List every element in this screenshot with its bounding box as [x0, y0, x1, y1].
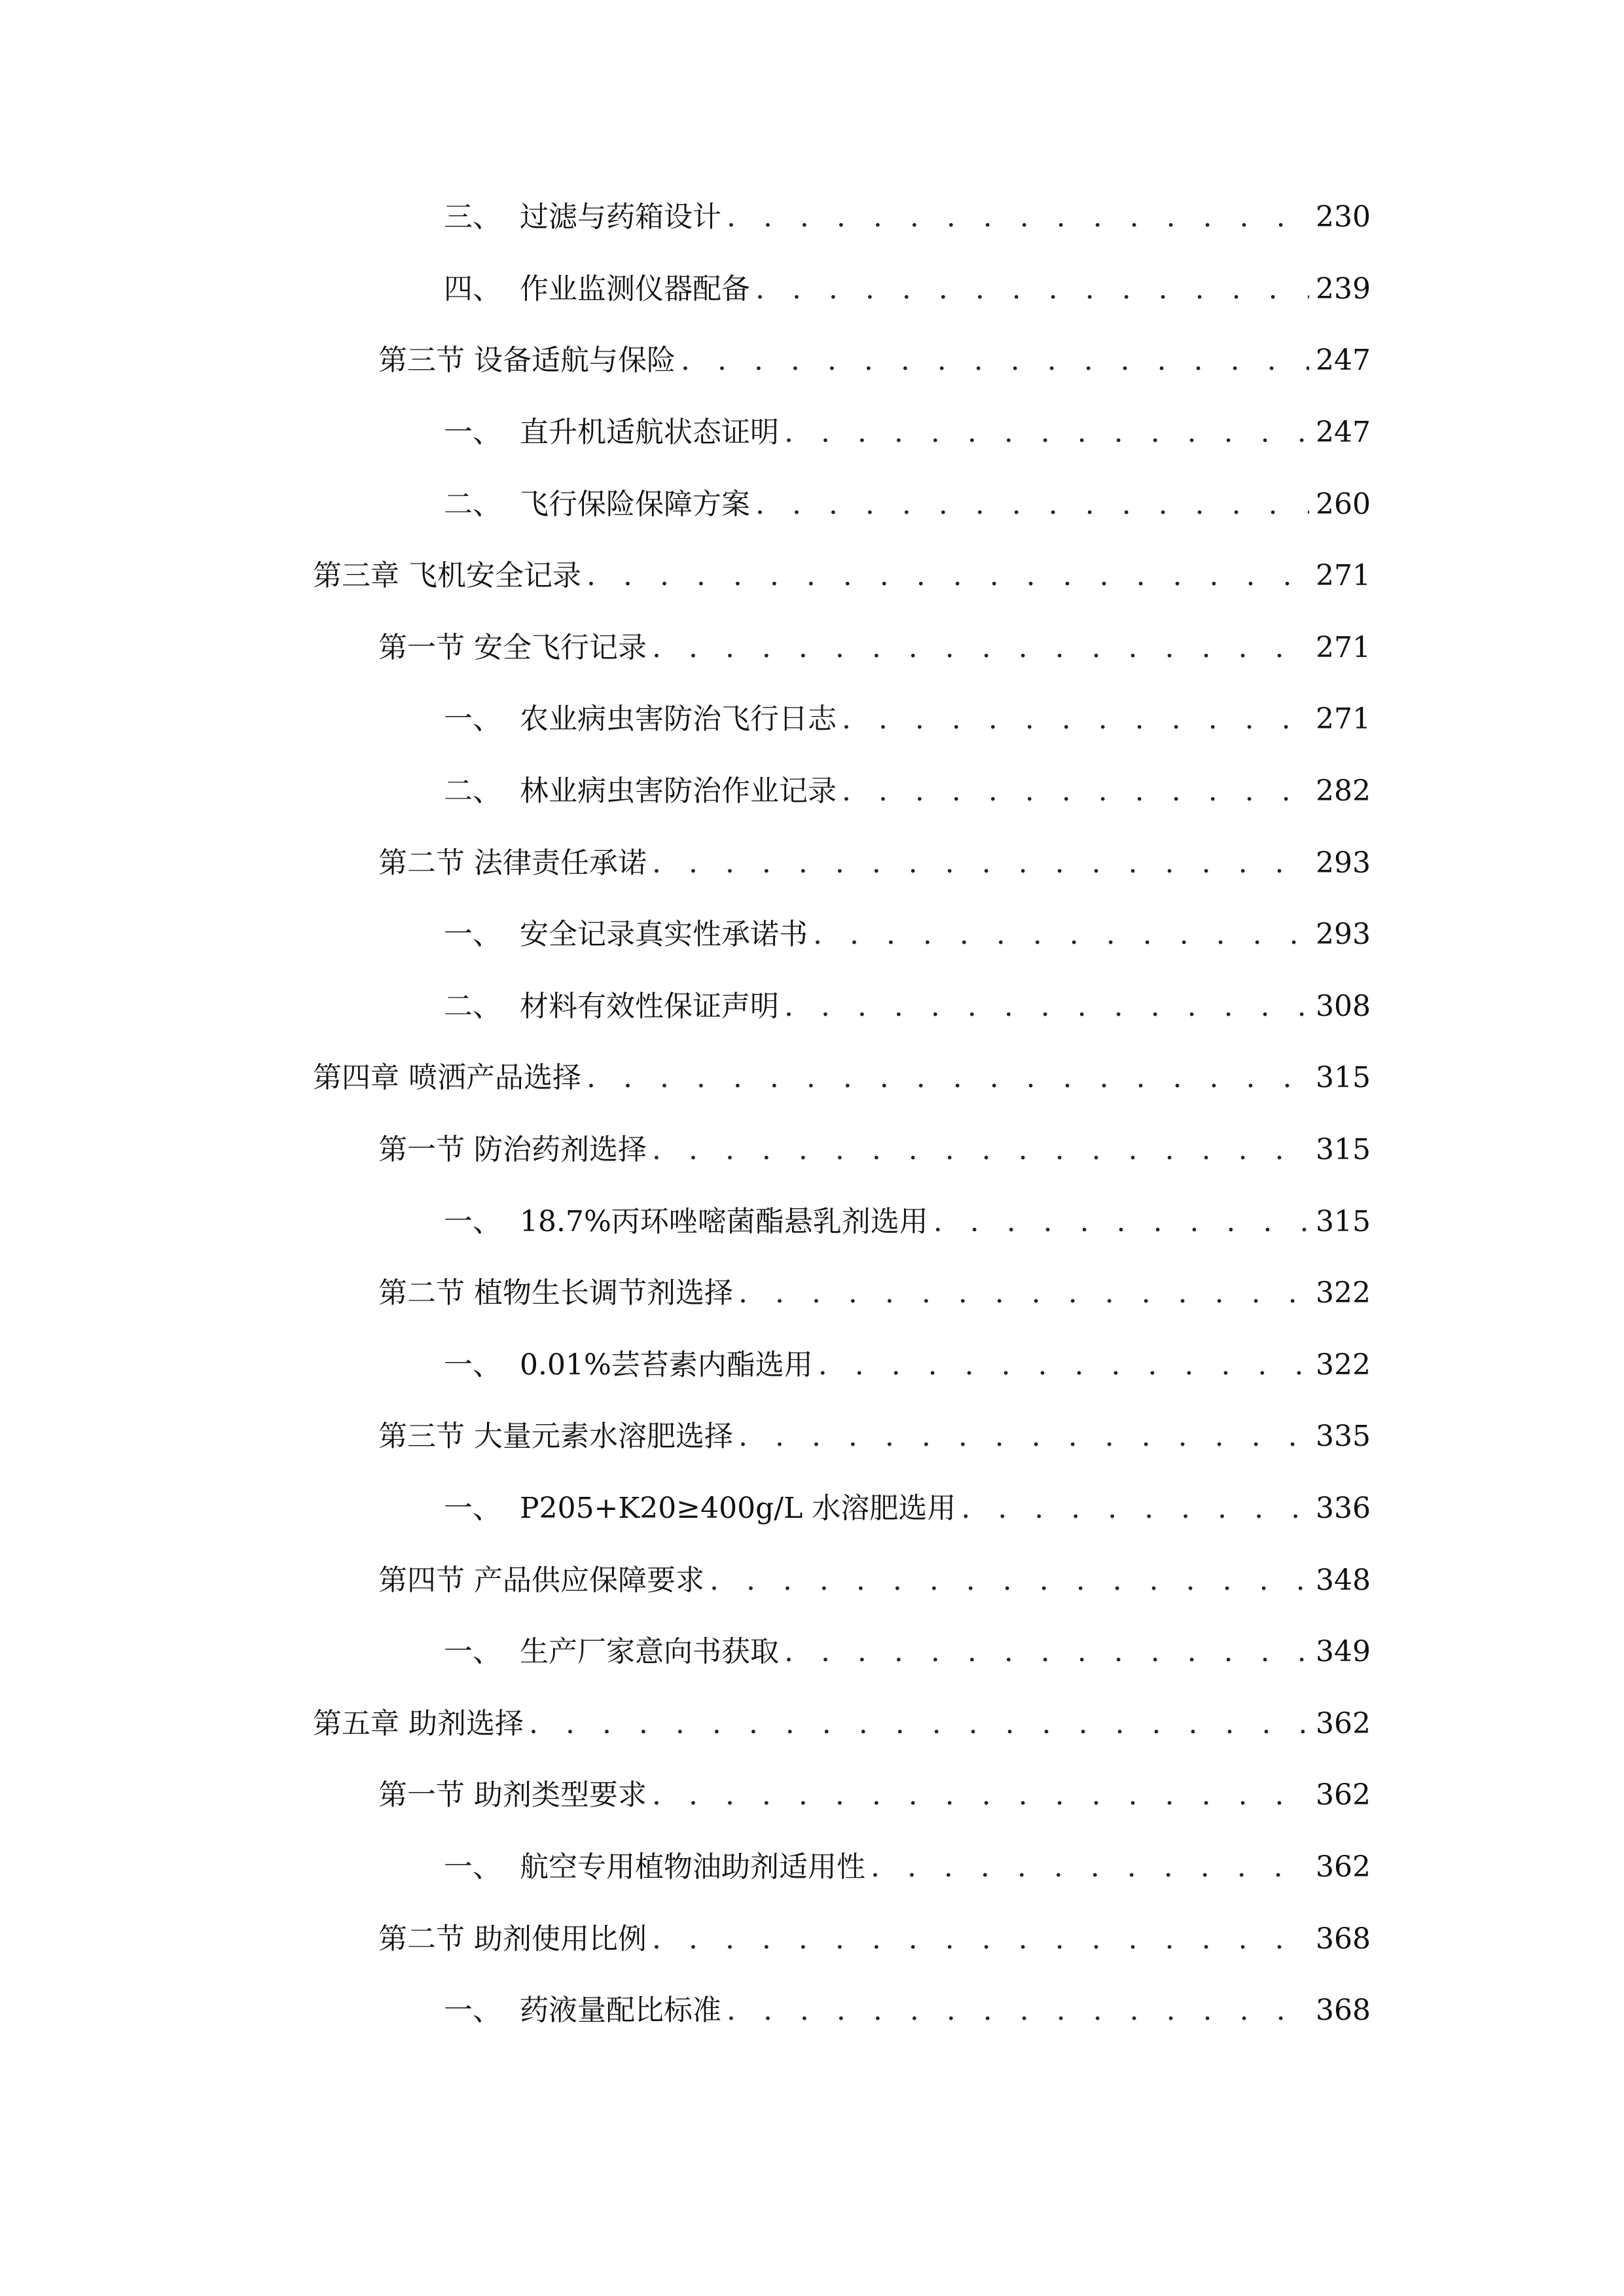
- toc-entry-page: 322: [1316, 1348, 1371, 1382]
- toc-entry[interactable]: [313, 556, 1371, 596]
- toc-entry-label: 第三节 大量元素水溶肥选择: [378, 1420, 733, 1453]
- toc-entry-page: 362: [1316, 1707, 1371, 1740]
- toc-entry[interactable]: [378, 628, 1371, 668]
- toc-entry-page: 322: [1316, 1276, 1371, 1310]
- toc-leader-dots: [681, 341, 1309, 380]
- toc-entry-page: 368: [1316, 1994, 1371, 2027]
- toc-leader-dots: [818, 1346, 1309, 1385]
- toc-entry-page: 282: [1316, 774, 1371, 808]
- toc-entry-label: 第一节 安全飞行记录: [378, 631, 647, 664]
- toc-leader-dots: [738, 1274, 1309, 1313]
- toc-leader-dots: [842, 772, 1309, 811]
- toc-leader-dots: [727, 1991, 1309, 2030]
- toc-entry-page: 293: [1316, 846, 1371, 880]
- toc-entry-label: 一、 药液量配比标准: [444, 1994, 721, 2027]
- toc-entry[interactable]: [378, 1776, 1371, 1815]
- toc-entry[interactable]: [444, 1632, 1371, 1672]
- toc-entry-page: 348: [1316, 1564, 1371, 1597]
- toc-entry-page: 349: [1316, 1635, 1371, 1668]
- toc-entry[interactable]: [444, 413, 1371, 452]
- toc-leader-dots: [755, 270, 1309, 309]
- toc-entry-label: 第一节 助剂类型要求: [378, 1778, 647, 1812]
- toc-entry-label: 第一节 防治药剂选择: [378, 1133, 647, 1166]
- toc-entry[interactable]: [378, 1561, 1371, 1600]
- toc-leader-dots: [710, 1561, 1309, 1600]
- toc-entry-label: 第二节 法律责任承诺: [378, 846, 647, 880]
- toc-entry-label: 一、 18.7%丙环唑嘧菌酯悬乳剂选用: [444, 1205, 928, 1238]
- toc-entry-page: 230: [1316, 200, 1371, 234]
- toc-entry-label: 第三章 飞机安全记录: [313, 559, 581, 592]
- toc-entry-page: 315: [1316, 1061, 1371, 1094]
- toc-entry-page: 362: [1316, 1778, 1371, 1812]
- toc-leader-dots: [784, 987, 1309, 1026]
- toc-entry-label: 一、 航空专用植物油助剂适用性: [444, 1850, 865, 1884]
- toc-entry-label: 第二节 植物生长调节剂选择: [378, 1276, 733, 1310]
- toc-entry-page: 271: [1316, 702, 1371, 736]
- toc-entry-label: 二、 飞行保险保障方案: [444, 488, 750, 521]
- toc-entry-page: 247: [1316, 416, 1371, 449]
- toc-entry[interactable]: [444, 1346, 1371, 1385]
- toc-leader-dots: [933, 1202, 1309, 1242]
- toc-entry[interactable]: [378, 844, 1371, 883]
- toc-entry-page: 368: [1316, 1922, 1371, 1956]
- toc-leader-dots: [961, 1489, 1309, 1528]
- toc-leader-dots: [652, 844, 1309, 883]
- toc-entry[interactable]: [444, 1202, 1371, 1242]
- toc-entry-page: 293: [1316, 918, 1371, 951]
- toc-leader-dots: [586, 556, 1309, 596]
- toc-entry-page: 335: [1316, 1420, 1371, 1453]
- toc-entry[interactable]: [313, 1058, 1371, 1098]
- toc-leader-dots: [652, 1130, 1309, 1170]
- toc-entry[interactable]: [444, 1991, 1371, 2030]
- toc-entry-page: 260: [1316, 488, 1371, 521]
- toc-entry-label: 一、 直升机适航状态证明: [444, 416, 779, 449]
- toc-leader-dots: [586, 1058, 1309, 1098]
- toc-entry-label: 一、 农业病虫害防治飞行日志: [444, 702, 837, 736]
- toc-entry[interactable]: [444, 198, 1371, 237]
- toc-entry[interactable]: [444, 700, 1371, 739]
- toc-leader-dots: [738, 1417, 1309, 1456]
- toc-entry-page: 308: [1316, 990, 1371, 1023]
- toc-entry[interactable]: [378, 1130, 1371, 1170]
- toc-entry-label: 三、 过滤与药箱设计: [444, 200, 721, 234]
- toc-leader-dots: [755, 485, 1309, 524]
- toc-entry-page: 271: [1316, 559, 1371, 592]
- toc-entry-label: 第四章 喷洒产品选择: [313, 1061, 581, 1094]
- toc-entry-label: 二、 林业病虫害防治作业记录: [444, 774, 837, 808]
- toc-entry-label: 一、 生产厂家意向书获取: [444, 1635, 779, 1668]
- toc-entry[interactable]: [378, 341, 1371, 380]
- toc-leader-dots: [529, 1704, 1309, 1744]
- toc-leader-dots: [871, 1848, 1309, 1887]
- toc-leader-dots: [842, 700, 1309, 739]
- toc-entry[interactable]: [444, 772, 1371, 811]
- toc-entry[interactable]: [378, 1417, 1371, 1456]
- toc-leader-dots: [813, 915, 1309, 954]
- toc-entry[interactable]: [444, 1848, 1371, 1887]
- toc-entry-page: 336: [1316, 1492, 1371, 1525]
- toc-entry[interactable]: [313, 1704, 1371, 1744]
- toc-entry[interactable]: [444, 1489, 1371, 1528]
- toc-entry-page: 239: [1316, 272, 1371, 306]
- toc-entry[interactable]: [378, 1920, 1371, 1959]
- toc-entry-page: 315: [1316, 1205, 1371, 1238]
- toc-entry-label: 第三节 设备适航与保险: [378, 344, 676, 377]
- toc-entry[interactable]: [444, 485, 1371, 524]
- toc-leader-dots: [652, 628, 1309, 668]
- toc-entry-label: 一、 安全记录真实性承诺书: [444, 918, 808, 951]
- toc-entry-label: 四、 作业监测仪器配备: [444, 272, 750, 306]
- toc-entry[interactable]: [444, 270, 1371, 309]
- toc-entry-page: 271: [1316, 631, 1371, 664]
- toc-entry-label: 一、 0.01%芸苔素内酯选用: [444, 1348, 813, 1382]
- toc-entry-page: 247: [1316, 344, 1371, 377]
- toc-entry-label: 第二节 助剂使用比例: [378, 1922, 647, 1956]
- toc-entry-page: 315: [1316, 1133, 1371, 1166]
- toc-leader-dots: [727, 198, 1309, 237]
- toc-entry-label: 一、 P205+K20≥400g/L 水溶肥选用: [444, 1492, 956, 1525]
- toc-entry-label: 第五章 助剂选择: [313, 1707, 524, 1740]
- toc-entry[interactable]: [378, 1274, 1371, 1313]
- toc-leader-dots: [652, 1776, 1309, 1815]
- toc-leader-dots: [652, 1920, 1309, 1959]
- toc-entry[interactable]: [444, 987, 1371, 1026]
- toc-leader-dots: [784, 413, 1309, 452]
- toc-entry-label: 第四节 产品供应保障要求: [378, 1564, 704, 1597]
- toc-entry-label: 二、 材料有效性保证声明: [444, 990, 779, 1023]
- toc-entry[interactable]: [444, 915, 1371, 954]
- toc-leader-dots: [784, 1632, 1309, 1672]
- toc-entry-page: 362: [1316, 1850, 1371, 1884]
